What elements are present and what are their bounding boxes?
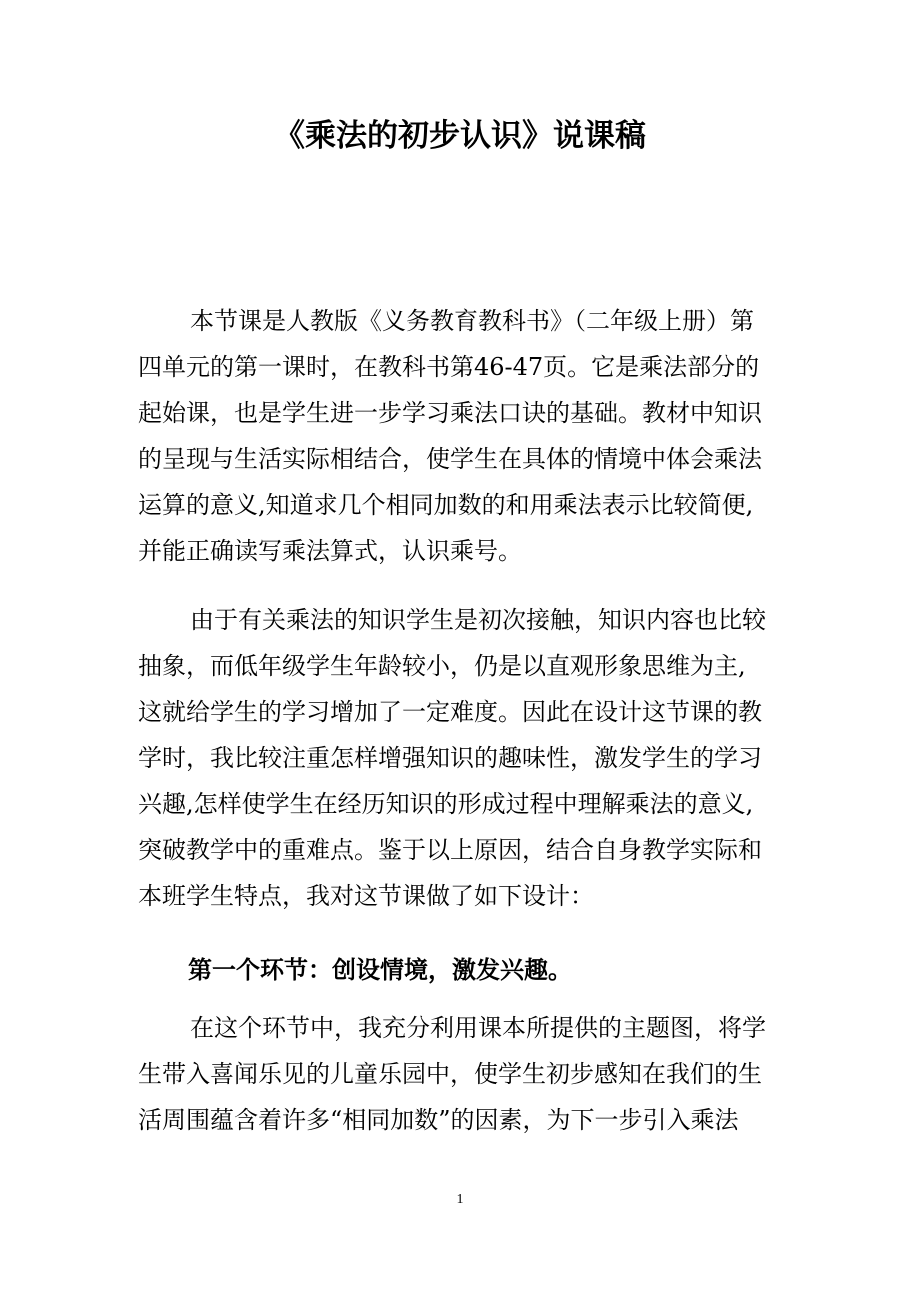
text-line: 生带入喜闻乐见的儿童乐园中，使学生初步感知在我们的生	[138, 1060, 762, 1088]
text-line: 这就给学生的学习增加了一定难度。因此在设计这节课的教	[138, 698, 762, 726]
text-line: 学时，我比较注重怎样增强知识的趣味性，激发学生的学习	[138, 744, 762, 772]
page-number: 1	[456, 1192, 464, 1207]
text-line: 本班学生特点，我对这节课做了如下设计：	[138, 882, 594, 910]
text-line: 的呈现与生活实际相结合，使学生在具体的情境中体会乘法	[138, 445, 762, 473]
text-line: 由于有关乘法的知识学生是初次接触，知识内容也比较	[190, 606, 766, 634]
text-line: 运算的意义,知道求几个相同加数的和用乘法表示比较简便,	[138, 491, 754, 519]
text-line: 本节课是人教版《义务教育教科书》（二年级上册）第	[190, 307, 754, 335]
section-heading: 第一个环节：创设情境，激发兴趣。	[188, 956, 572, 984]
text-line: 并能正确读写乘法算式，认识乘号。	[138, 537, 522, 565]
text-line: 活周围蕴含着许多“相同加数”的因素，为下一步引入乘法	[138, 1106, 739, 1134]
paragraph-intro	[138, 298, 788, 574]
text-line: 在这个环节中，我充分利用课本所提供的主题图，将学	[190, 1014, 766, 1042]
text-line: 突破教学中的重难点。鉴于以上原因，结合自身教学实际和	[138, 836, 762, 864]
document-title: 《乘法的初步认识》说课稿	[274, 118, 646, 154]
paragraph-analysis	[138, 597, 788, 919]
paragraph-section-one	[138, 1005, 788, 1143]
text-line: 兴趣,怎样使学生在经历知识的形成过程中理解乘法的意义,	[138, 790, 754, 818]
text-line: 四单元的第一课时，在教科书第46-47页。它是乘法部分的	[138, 353, 760, 381]
text-line: 起始课，也是学生进一步学习乘法口诀的基础。教材中知识	[138, 399, 762, 427]
text-line: 抽象，而低年级学生年龄较小，仍是以直观形象思维为主,	[138, 652, 746, 680]
